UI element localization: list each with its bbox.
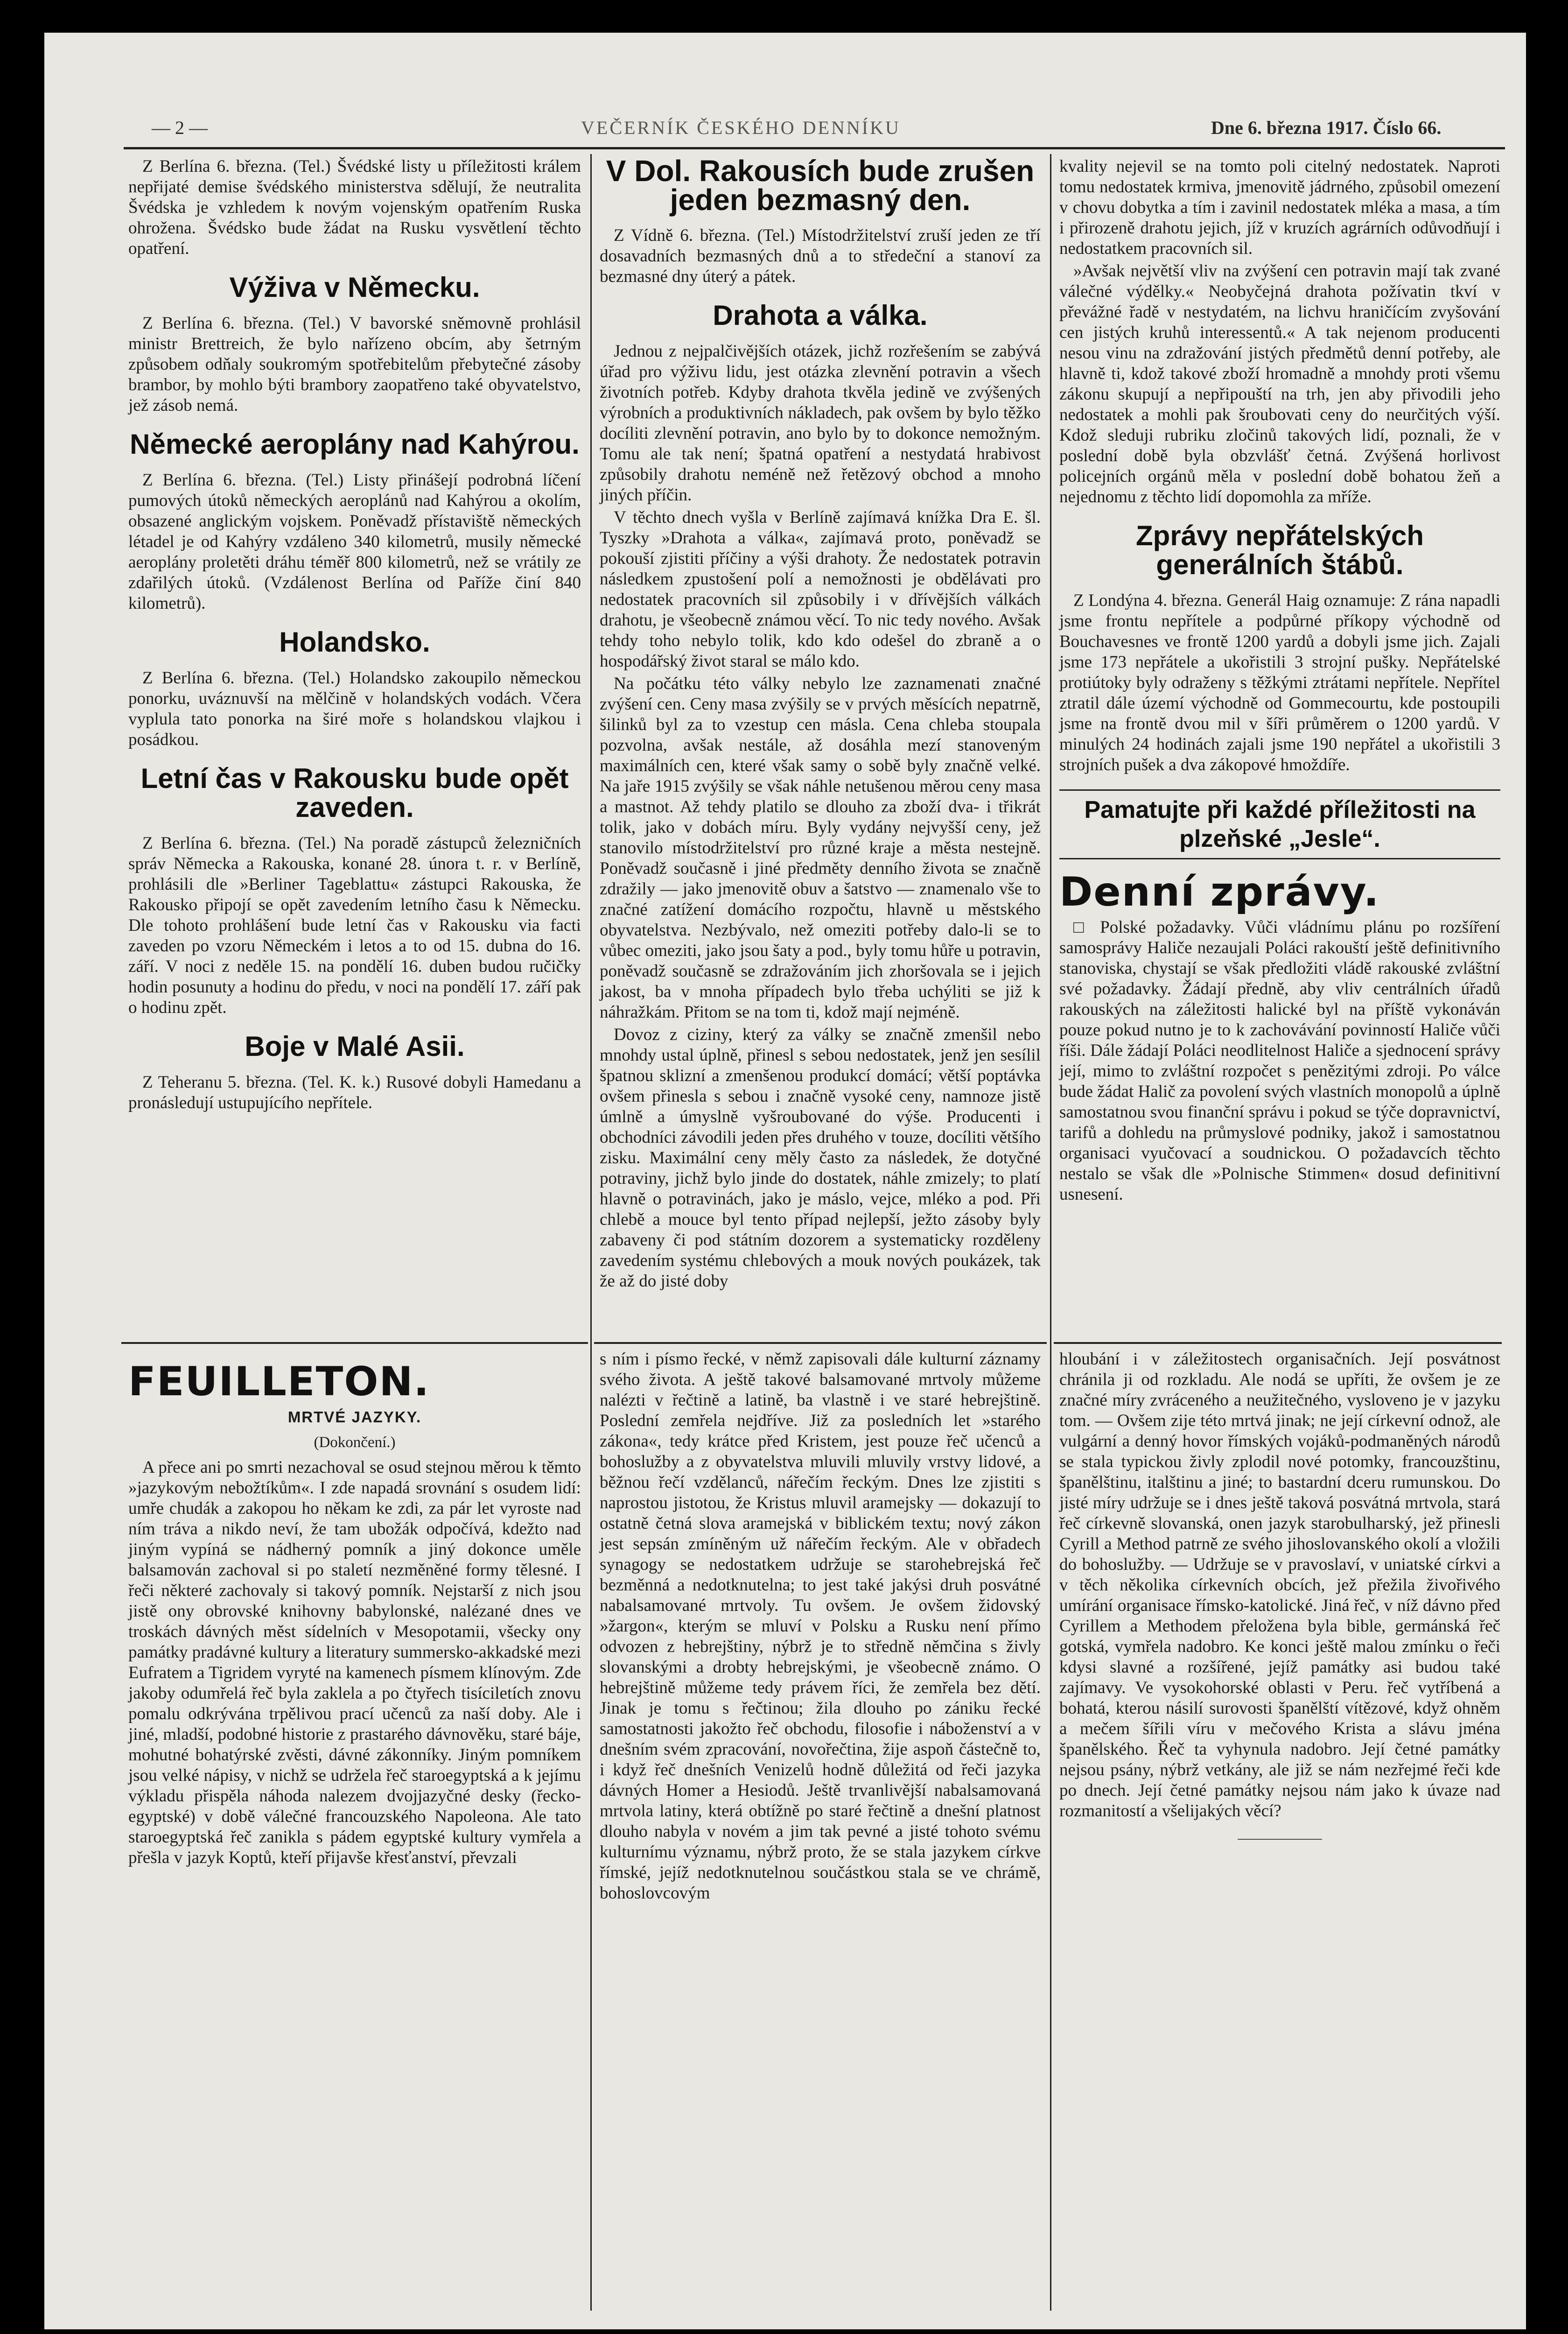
article-war-prices-1: Jednou z nejpalčivějších otázek, jichž rozřešením se zabývá úřad pro výživu lidu, jest otázka zlevnění potravin a všech životních potřeb. Kdyby drahota tkvěla jedině ve zvýšených výrobních a produktivních nákladech, pak ovšem by bylo těžko docíliti zlevnění potravin, ano bylo by to dokonce nemožným. Tomu ale tak není; špatná opatření a nestydatá hrabivost způsobily drahotu neméně než řetězový obchod a mnoho jiných příčin. <box>600 342 1041 505</box>
headline-holland: Holandsko. <box>279 626 430 658</box>
headline-meatless-day: V Dol. Rakousích bude zrušen jeden bezmasný den. <box>606 154 1035 217</box>
feuilleton-rule-1 <box>121 1342 588 1344</box>
headline-daily-news: Denní zprávy. <box>1059 869 1380 915</box>
feuilleton-text-3: hloubání i v záležitostech organisačních. Její posvátnost chránila ji od rozkladu. Ale nodá se upříti, že ovšem je ze značné míry zvráceného a neužitečného, vysloveno je v jazyku tom. — Ovšem zije této mrtvá jinak; ne její církevní odnož, ale vulgární a denný hovor římských vojáků-podmaněných národů se stala typickou živly zplodil nové potomky, francouzštinu, španělštinu, italštinu a jiné; to bastardní dceru rumunskou. Do jisté míry udržuje se i dnes ještě taková posvátná mrtvola, stará řeč církevně slovanská, onen jazyk starobulharský, jež přinesli Cyrill a Method patrně ze svého jihoslovanského okolí a vložili do bohoslužby. — Udržuje se v pravoslaví, v uniatské církvi a v těch několika církevních obcích, jež přežila živořivého umírání organisace římsko-katolické. Jiná řeč, v níž dávno před Cyrillem a Methodem přeložena byla bible, germánská řeč gotská, vymřela nadobro. Ke konci ještě malou zmínku o řeči kdysi slavné a rozšířené, jejíž památky asi budou také zajímavy. Ve vysokohorské oblasti v Peru. řeč vytříbená a bohatá, kterou násilí surovosti španělští vítězové, když ohněm a mečem šířili víru v mečového Krista a slávu jména španělského. Řeč ta vyhynula nadobro. Její četné památky nejsou psány, nýbrž vetkány, ale již se nám nezřejmé řeči kde po dnech. Její četné památky nejsou nám jako k úvaze nad rozmanitostí a všelijakých věcí? <box>1059 1350 1500 1821</box>
feuilleton-title: FEUILLETON. <box>128 1358 430 1405</box>
column-1 <box>128 156 581 1115</box>
feuilleton-column-3 <box>1059 1349 1500 1849</box>
header-page-marker: — 2 — <box>152 117 208 138</box>
feuilleton-note: (Dokončení.) <box>314 1434 396 1451</box>
column-3 <box>1059 156 1500 1207</box>
headline-war-prices: Drahota a válka. <box>713 300 928 331</box>
article-summer-time: Z Berlína 6. března. (Tel.) Na poradě zástupců železničních správ Německa a Rakouska, konané 28. února t. r. v Berlíně, prohlásili dle »Berliner Tageblattu« zástupci Rakouska, že Rakousko připojí se opět zavedením letního času k Německu. Dle tohoto prohlášení bude letní čas v Rakousku via facti zaveden po vzoru Německém i letos a to od 15. dubna do 16. září. V noci z neděle 15. na pondělí 16. duben budou ručičky hodin posunuty a hodinu do předu, v noci na pondělí 17. září pak o hodinu zpět. <box>128 834 581 1017</box>
feuilleton-text-2: s ním i písmo řecké, v němž zapisovali dále kulturní záznamy svého života. A ještě takové balsamované mrtvoly můžeme nalézti v řečtině a latině, ba vlastně i ve staré hebrejštině. Poslední zemřela nejdříve. Již za posledních let »starého zákona«, tedy krátce před Kristem, jest pouze řeč učenců a bohoslužby a z obyvatelstva mluvili mluvily vrstvy lidové, a běžnou řečí vzdělanců, nářečím řeckým. Dnes lze zjistiti s naprostou jistotou, že Kristus mluvil aramejsky — dokazují to ostatně četná slova aramejská v biblickém textu; nový zákon jest sepsán zmíněným už nářečím řeckým. Ale v obřadech synagogy se nedostatkem udržuje se starohebrejská řeč bezměnná a nedotknutelna; to jest také jakýsi druh posvátné nabalsamované mrtvoly. Tu ovšem. Je ovšem židovský »žargon«, kterým se mluví v Polsku a Rusku není přímo odvozen z hebrejštiny, nýbrž je to středně němčina s živly slovanskými a drobty hebrejskými, je všeobecně známo. O hebrejštině můžeme tedy právem říci, že zemřela bez dětí. Jinak je tomu s řečtinou; žila dlouho po zániku řecké samostatnosti jakožto řeč obchodu, filosofie i náboženství a v dnešním svém zpracování, novořečtina, žije aspoň částečně to, i když řeč dnešních Venizelů hodně důležitá od řeči jazyka dávných Homer a Hesiodů. Ještě trvanlivější nabalsamovaná mrtvola latiny, která obtížně po staré řečtině a dnešní platnost dlouho nabyla v novém a jim tak pevné a jisté tohoto svému kulturnímu významu, nýbrž proto, že se stala jazykem církve římské, jejíž nedotknutelnou součástkou stala se ve chrámě, bohoslovcovým <box>600 1350 1041 1903</box>
feuilleton-subtitle: MRTVÉ JAZYKY. <box>287 1408 422 1426</box>
article-meatless-day: Z Vídně 6. března. (Tel.) Místodržitelství zruší jeden ze tří dosavadních bezmasných dnů a to středeční a stanoví za bezmasné dny úterý a pátek. <box>600 226 1041 286</box>
newspaper-page <box>44 33 1526 2329</box>
notice-jesle: Pamatujte při každé příležitosti na plzeňské „Jesle“. <box>1059 789 1500 859</box>
article-war-prices-5: »Avšak největší vliv na zvýšení cen potravin mají tak zvané válečné výdělky.« Neobyčejná drahota požívatin tkví v převážné řadě v nestydatém, na lichvu hraničícím zvyšování cen jistých kruhů interessentů.« A tak nejenom producenti nesou vinu na zdražování jistých předmětů denní potřeby, ale hlavně ti, kdož takové zboží hromadně a mnohdy proti všemu zákonu skupují a nepřipouští na trh, jen aby přivodili jeho nedostatek a mohli pak šroubovati ceny do neurčitých výší. Kdož sleduji rubriku zločinů takových lidí, poznali, že v poslední době byla obzvlášť četná. Zvýšená horlivost policejních orgánů měla v poslední době bohatou žeň a nejednomu z těchto lidí dopomohla za mříže. <box>1059 261 1500 506</box>
article-asia-minor: Z Teheranu 5. března. (Tel. K. k.) Rusové dobyli Hamedanu a pronásledují ustupujícího nepřítele. <box>128 1073 581 1112</box>
article-war-prices-continued: kvality nejevil se na tomto poli citelný nedostatek. Naproti tomu nedostatek krmiva, jmenovitě jádrného, způsobil omezení v chovu dobytka a tím i zavinil nedostatek mléka a masa, a tím i přirozeně drahotu jejich, jíž v kruzích agrárních odůvodňují i nedostatkem pracovních sil. <box>1059 157 1500 258</box>
feuilleton-column-1 <box>128 1349 581 1870</box>
article-enemy-staff: Z Londýna 4. března. Generál Haig oznamuje: Z rána napadli jsme frontu nepřítele a podpůrné příkopy východně od Bouchavesnes ve frontě 1200 yardů a dobyli jsme jich. Zajali jsme 173 nepřátele a ukořistili 3 strojní pušky. Nepřátelské protiútoky byly odraženy s těžkými ztrátami nepřítele. Nepřítel ztratil dále území východně od Gommecourtu, kde postoupili jsme na frontě dvou mil v šíři průměrem o 1200 yardů. V minulých 24 hodinách zajali jsme 190 nepřátel a ukořistili 3 strojních pušek a dva zákopové hmoždíře. <box>1059 591 1500 774</box>
feuilleton-column-2 <box>600 1349 1041 1905</box>
column-2 <box>600 156 1041 1294</box>
headline-summer-time: Letní čas v Rakousku bude opět zaveden. <box>140 763 569 823</box>
article-war-prices-2: V těchto dnech vyšla v Berlíně zajímavá knížka Dra E. šl. Tyszky »Drahota a válka«, zajímavá proto, poněvadž se pokouší zjistiti příčiny a výši drahoty. Že nedostatek potravin následkem zpustošení polí a nemožnosti je obdělávati pro nedostatek pracovních sil způsobily i v dřívějších válkách drahotu, je všeobecně známou věcí. To nic tedy nového. Avšak tehdy toho nebylo tolik, kdo kdo odešel do zbraně a o hospodářský život staral se málo kdo. <box>600 508 1041 671</box>
article-war-prices-4: Dovoz z ciziny, který za války se značně zmenšil nebo mnohdy ustal úplně, přinesl s sebou nedostatek, jenž jen sesílil špatnou sklizní a zmenšenou produkcí domácí; větší poptávka ovšem přinesla s sebou i značně vysoké ceny, namnoze jistě úmlně a úmyslně vyšroubované do výše. Producenti i obchodníci závodili jeden přes druhého v touze, docíliti většího zisku. Maximální ceny měly často za následek, že dotyčné potraviny, jichž bylo jinde do dostatek, náhle zmizely; to platí hlavně o potravinách, jako je máslo, vejce, mléko a pod. Při chlebě a mouce byl tento případ nejlepší, ježto zásoby byly zabaveny či pod státním dozorem a systematicky rozděleny zavedením systému chlebových a mouk nových poukázek, tak že až do jisté doby <box>600 1025 1041 1291</box>
article-holland: Z Berlína 6. března. (Tel.) Holandsko zakoupilo německou ponorku, uváznuvší na mělčině v holandských vodách. Včera vyplula tato ponorka na širé moře s holandskou vlajkou i posádkou. <box>128 668 581 749</box>
column-rule-2 <box>1050 154 1051 2311</box>
end-separator: —————— <box>1238 1830 1322 1846</box>
article-war-prices-3: Na počátku této války nebylo lze zaznamenati značné zvýšení cen. Ceny masa zvýšily se v prvých měsících nepatrně, šilinků byl za to vzestup cen másla. Cena chleba stoupala pozvolna, avšak nestále, až dosáhla mezí stanoveným maximálních cen, které však samy o sobě byly značně velké. Na jaře 1915 zvýšily se však náhle netušenou měrou ceny masa a mastnot. Až tehdy platilo se dlouho za zboží dva- i třikrát tolik, jako v dobách míru. Byly vydány nejvyšší ceny, jež stanovilo místodržitelství pro různé kraje a města nestejně. Poněvadž současně i jiné předměty denního života se značně zdražily — jako jmenovitě obuv a šatstvo — znamenalo vše to značné zatížení domácího rozpočtu, hlavně u městského obyvatelstva. Nezbývalo, než omeziti potřeby dalo-li se to vůbec omeziti, jako jsou šaty a pod., byly tomu hůře u potravin, poněvadž současně se zdražováním jich zhoršovala se i jejich jakost, ba v mnoha případech bylo třeba uchýliti se již k náhražkám. Přitom se na tom ti, kdož mají nejméně. <box>600 674 1041 1022</box>
column-rule-1 <box>590 154 592 2311</box>
feuilleton-rule-2 <box>594 1342 1047 1344</box>
article-food-germany: Z Berlína 6. března. (Tel.) V bavorské sněmovně prohlásil ministr Brettreich, že bylo nařízeno obcím, aby šetrným způsobem odňaly soukromým spotřebitelům přebytečné zásoby brambor, by mohlo býti brambory zaopatřeno také obyvatelstvo, jež zásob nemá. <box>128 314 581 415</box>
headline-asia-minor: Boje v Malé Asii. <box>245 1031 465 1062</box>
header-title: VEČERNÍK ČESKÉHO DENNÍKU <box>581 117 901 138</box>
feuilleton-text-1: A přece ani po smrti nezachoval se osud stejnou měrou k těmto »jazykovým nebožtíkům«. I zde napadá srovnání s osudem lidí: umře chudák a zakopou ho někam ke zdi, za pár let vyroste nad ním tráva a nikdo neví, že tam ubožák odpočívá, kdežto nad jiným vypíná se nádherný pomník a jiný dokonce uměle balsamován zachoval si po staletí nezměněné formy tělesné. I řeči některé zachovaly si takový pomník. Nejstarší z nich jsou jistě ony obrovské knihovny babylonské, nalézané dnes ve troskách dávných měst sídelních v Mesopotamii, všecky ony památky pradávné kultury a literatury summersko-akkadské mezi Eufratem a Tigridem vyryté na kamenech písmem klínovým. Zde jakoby odumřelá řeč byla zaklela a po čtyřech tisíciletích znovu pomalu odkrývána trpělivou prací učenců za naší doby. Ale i jiné, mladší, podobné historie z prastarého dávnověku, staré báje, mohutné bohatýrské zvěsti, dávné zákonníky. Jiným pomníkem jsou velké nápisy, v nichž se udržela řeč staroegyptská a k jejímu výkladu přispěla náhoda nalezem dvojjazyčné desky (řecko-egyptské) v době válečné francouzského Napoleona. Ale tato staroegyptská řeč zanikla s pádem egyptské kultury vymřela a přešla v jazyk Koptů, kteří přijavše křesťanství, převzali <box>128 1458 581 1867</box>
headline-enemy-staff: Zprávy nepřátelských generálních štábů. <box>1136 520 1424 580</box>
feuilleton-rule-3 <box>1054 1342 1502 1344</box>
article-polish-demands: □ Polské požadavky. Vůči vládnímu plánu po rozšíření samosprávy Haliče nezaujali Poláci rakouští ještě definitivního stanoviska, chystají se však předložiti vládě rakouské zvláštní své požadavky. Žádají předně, aby vliv centrálních úřadů rakouských na záležitosti halické byl na příště vykonáván pouze pokud nutno je to k zachovávání povinností Haliče vůči říši. Dále žádají Poláci neodlitelnost Haliče a sjednocení správy její, mimo to zvláštní rozpočet s penězitými zdroji. Po válce bude žádat Halič za povolení svých vlastních monopolů a úplně samostatnou svou finanční správu i pokud se týče dopravnictví, tarifů a dohledu na průmyslové podniky, jakož i samostatnou organisaci vyučovací a soudnickou. O požadavcích těchto nestalo se však dle »Polnische Stimmen« dosud definitivní usnesení. <box>1059 918 1500 1204</box>
headline-food-germany: Výživa v Německu. <box>229 272 480 303</box>
header-rule <box>124 147 1505 149</box>
header-date: Dne 6. března 1917. Číslo 66. <box>1211 117 1442 138</box>
article-sweden: Z Berlína 6. března. (Tel.) Švédské listy u příležitosti králem nepřijaté demise švédského ministerstva sdělují, že neutralita Švédska je vzhledem k novým vojenským opatřením Ruska ohrožena. Švédsko bude žádat na Rusku vysvětlení těchto opatření. <box>128 157 581 258</box>
headline-aeroplanes: Německé aeroplány nad Kahýrou. <box>130 429 580 460</box>
article-aeroplanes: Z Berlína 6. března. (Tel.) Listy přinášejí podrobná líčení pumových útoků německých aeroplánů nad Kahýrou a okolím, obsazené anglickým vojskem. Poněvadž přístaviště německých létadel je od Kahýry vzdáleno 340 kilometrů, musily německé aeroplány proletěti dráhu téměř 800 kilometrů, než se vrátily ze zdařilých útoků. (Vzdálenost Berlína od Paříže činí 840 kilometrů). <box>128 471 581 613</box>
